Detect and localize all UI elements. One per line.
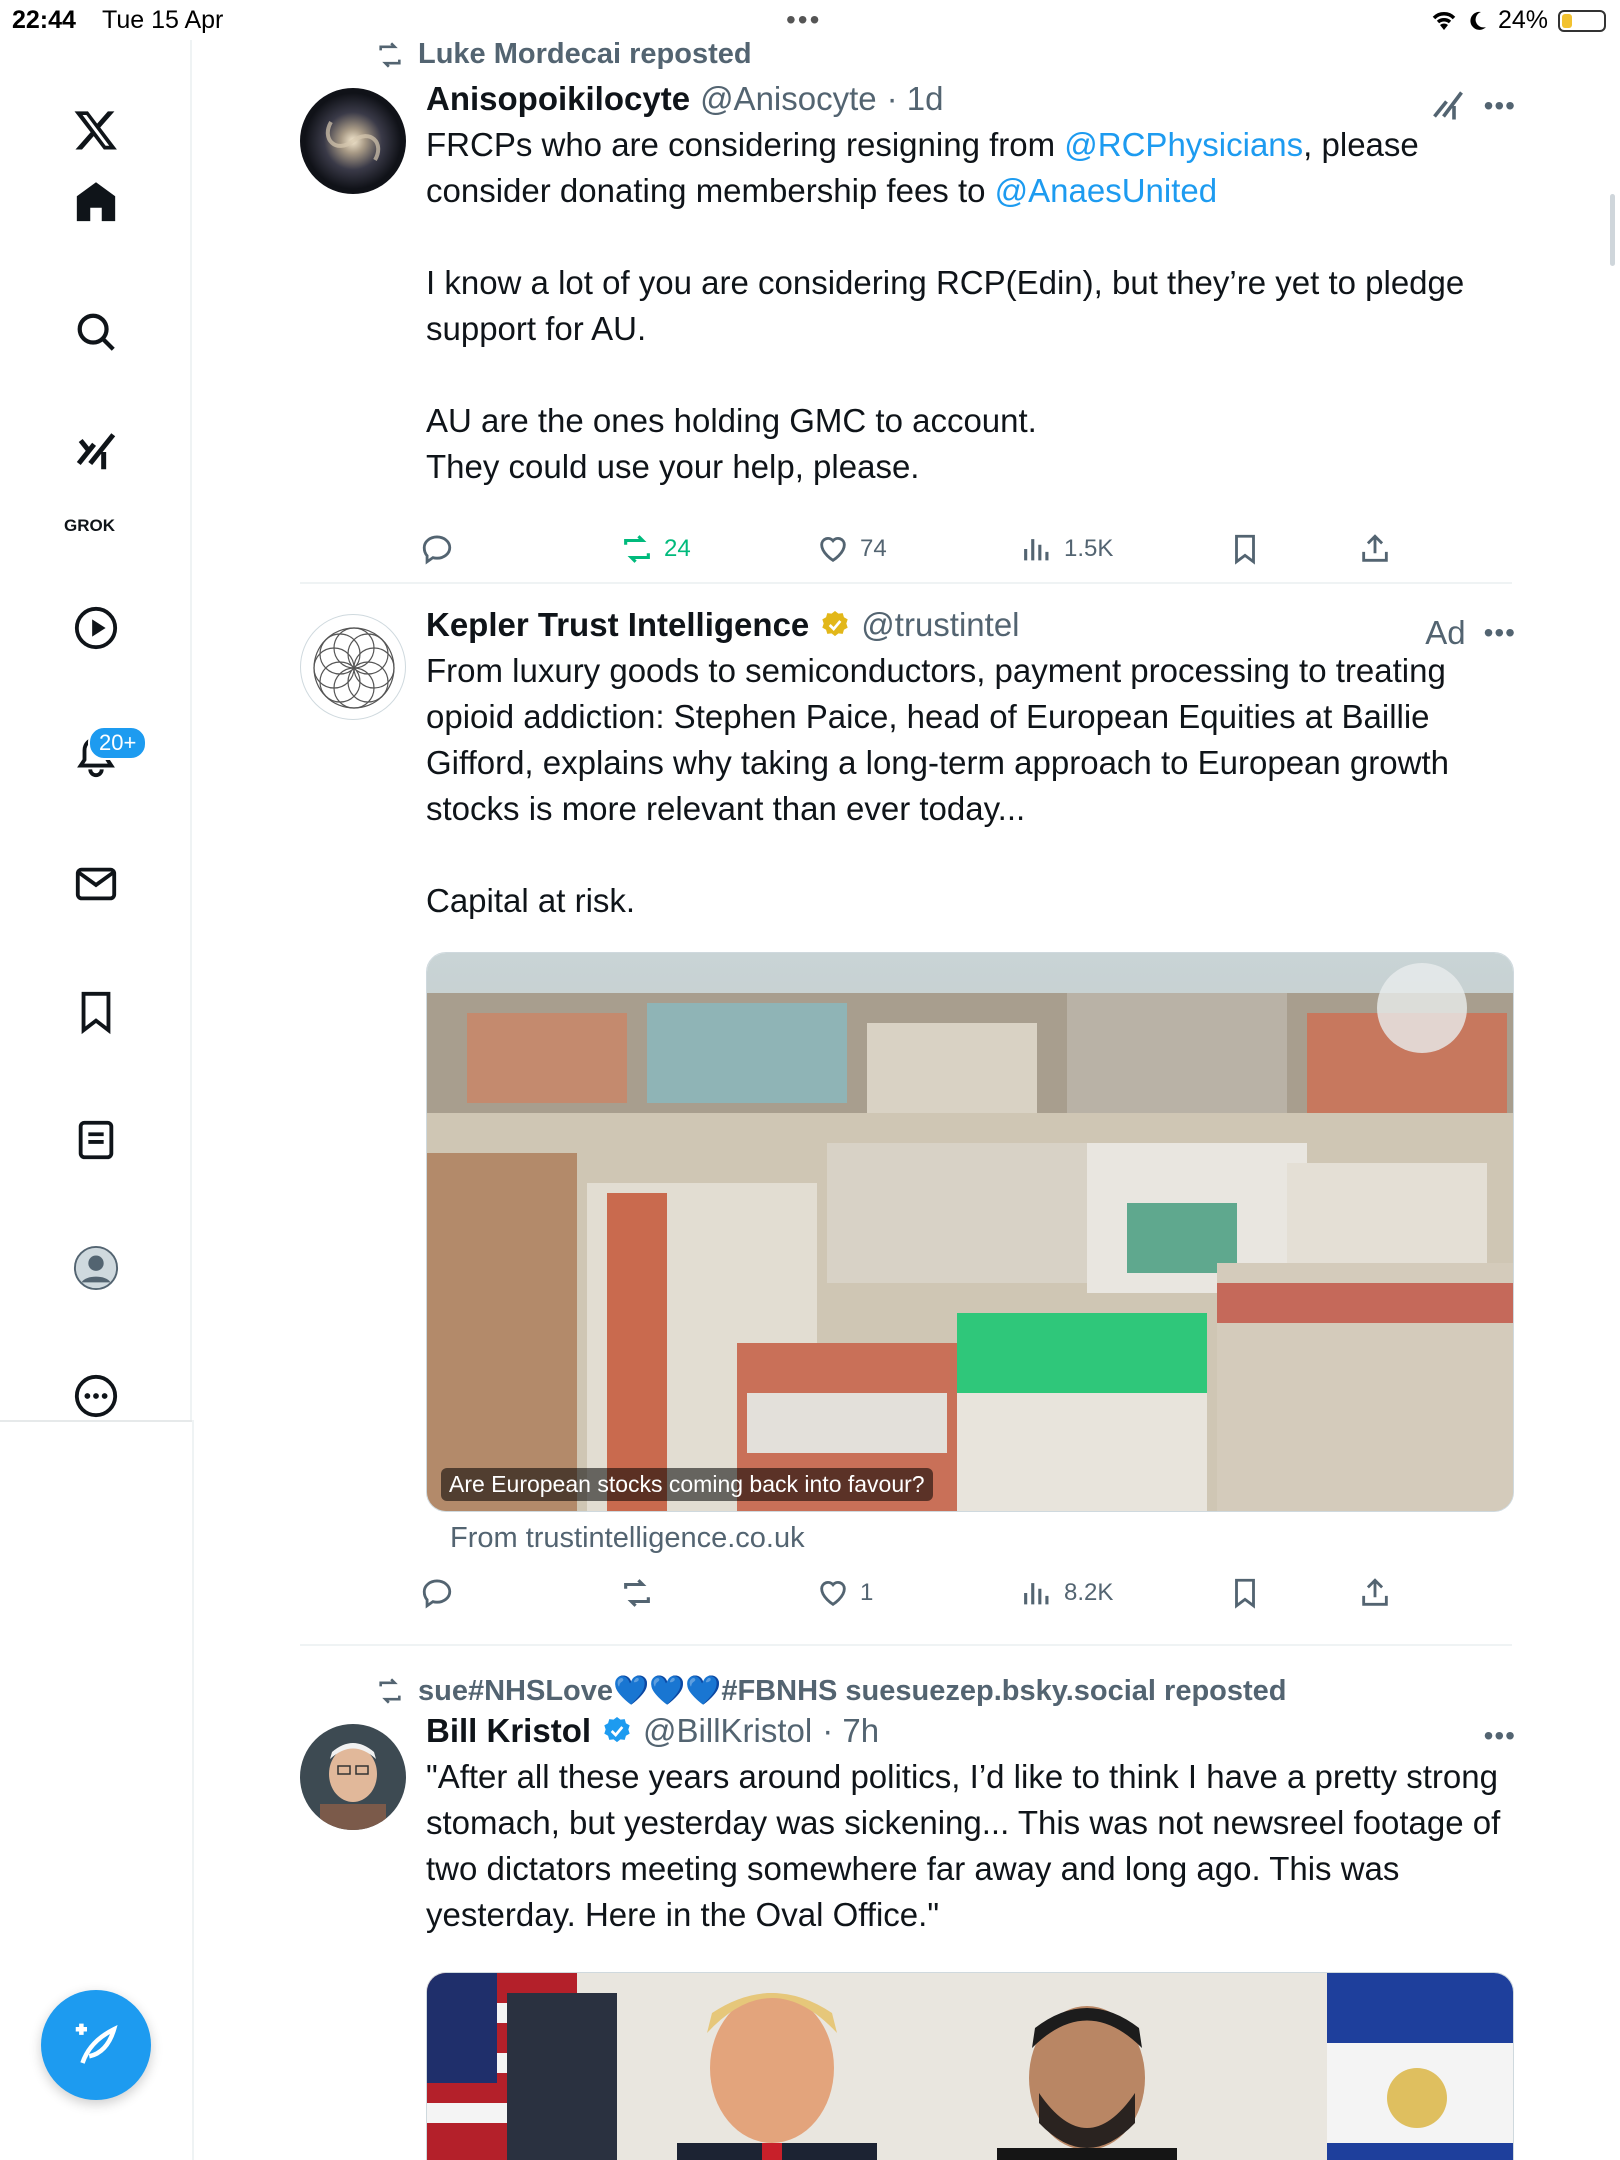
status-date: Tue 15 Apr	[102, 6, 224, 34]
paragraph: "After all these years around politics, I’d like to think I have a pretty strong stomach, but yesterday was sickening... This was not newsreel footage of two dictators meeting somewhere far away and long ago. This was yesterday. Here in the Oval Office."	[426, 1758, 1501, 1933]
like-button[interactable]	[816, 1576, 873, 1610]
home-icon[interactable]	[56, 162, 136, 242]
tweet-time[interactable]: · 1d	[886, 80, 944, 117]
share-icon	[1358, 1576, 1392, 1610]
repost-by-text[interactable]: sue#NHSLove💙💙💙#FBNHS suesuezep.bsky.social reposted	[418, 1675, 1287, 1707]
scrollbar[interactable]	[1610, 194, 1615, 266]
repost-icon	[374, 1677, 406, 1705]
views-chart-icon	[1020, 532, 1054, 566]
tweet-photo[interactable]	[426, 1972, 1514, 2160]
repost-icon	[620, 1576, 654, 1610]
oval-office-photo	[427, 1973, 1514, 2160]
tweet-header	[426, 80, 1516, 118]
more-options-icon[interactable]: •••	[1483, 617, 1516, 648]
more-options-icon[interactable]: •••	[1483, 1720, 1516, 1751]
text-segment: consider donating membership fees to	[426, 172, 995, 209]
lists-icon[interactable]	[56, 1100, 136, 1180]
compose-feather-icon	[69, 2018, 123, 2072]
search-icon[interactable]	[56, 292, 136, 372]
tweet-header	[426, 606, 1516, 644]
views-chart-icon	[1020, 1576, 1054, 1610]
tweet-actions	[420, 1576, 1420, 1620]
paragraph: Capital at risk.	[426, 882, 636, 919]
share-button[interactable]	[1358, 1576, 1392, 1610]
tweet-header	[426, 1712, 1516, 1750]
author-name[interactable]: Bill Kristol	[426, 1712, 592, 1749]
paragraph: From luxury goods to semiconductors, payment processing to treating opioid addiction: Stephen Paice, head of European Equities at Baillie Gifford, explains why taking a long-term approach to European growth stocks is more relevant than ever today...	[426, 652, 1449, 827]
author-handle[interactable]: @Anisocyte	[700, 80, 877, 117]
views-button[interactable]	[1020, 1576, 1113, 1610]
mention-link[interactable]: @RCPhysicians	[1064, 126, 1304, 163]
mention-link[interactable]: @AnaesUnited	[994, 172, 1218, 209]
avatar[interactable]	[300, 88, 406, 194]
author-handle[interactable]: @trustintel	[861, 606, 1020, 643]
battery-level	[1562, 14, 1572, 28]
repost-indicator	[374, 1674, 1287, 1708]
paragraph: AU are the ones holding GMC to account.	[426, 402, 1037, 439]
timeline-feed	[194, 0, 1514, 2160]
tweet-text	[426, 122, 1516, 490]
tweet-body	[426, 1712, 1516, 1938]
author-name[interactable]: Kepler Trust Intelligence	[426, 606, 810, 643]
reply-button[interactable]	[420, 532, 464, 566]
link-card-source[interactable]: From trustintelligence.co.uk	[450, 1522, 805, 1554]
share-icon	[1358, 532, 1392, 566]
avatar[interactable]	[300, 1724, 406, 1830]
avatar[interactable]	[300, 614, 406, 720]
like-count: 1	[860, 1579, 874, 1606]
battery-percent: 24%	[1497, 6, 1548, 34]
battery-icon	[1558, 10, 1606, 32]
status-time: 22:44	[12, 6, 76, 34]
bookmark-button[interactable]	[1228, 1576, 1262, 1610]
tweet[interactable]	[300, 34, 1516, 574]
tweet-text	[426, 1754, 1516, 1938]
tweet-text	[426, 648, 1516, 924]
heart-icon	[816, 1576, 850, 1610]
profile-avatar-icon[interactable]	[56, 1228, 136, 1308]
text-segment: FRCPs who are considering resigning from	[426, 126, 1065, 163]
tweet-header-right	[1484, 1720, 1516, 1752]
bookmark-button[interactable]	[1228, 532, 1262, 566]
reply-icon	[420, 1576, 454, 1610]
repost-by-text[interactable]: Luke Mordecai reposted	[418, 38, 752, 70]
repost-icon	[620, 532, 654, 566]
grok-label: GROK	[64, 516, 115, 535]
like-button[interactable]	[816, 532, 887, 566]
ad-label: Ad	[1425, 614, 1466, 651]
link-card-image[interactable]	[426, 952, 1514, 1512]
bookmark-icon	[1228, 532, 1262, 566]
link-card-caption[interactable]: Are European stocks coming back into favour?	[441, 1468, 933, 1501]
tweet-header-right	[1425, 614, 1516, 652]
reply-icon	[420, 532, 454, 566]
sidebar-divider	[0, 1420, 192, 1422]
tweet-divider	[300, 1644, 1512, 1646]
bookmarks-icon[interactable]	[56, 972, 136, 1052]
grok-explain-icon[interactable]	[1430, 88, 1466, 124]
verified-gold-badge-icon	[819, 609, 851, 641]
video-play-icon[interactable]	[56, 588, 136, 668]
city-rooftops-image	[427, 953, 1514, 1512]
watermark-logo	[1377, 963, 1467, 1053]
x-logo-icon[interactable]	[56, 90, 136, 170]
share-button[interactable]	[1358, 532, 1392, 566]
tweet-body	[426, 80, 1516, 490]
tweet-divider	[300, 582, 1512, 584]
repost-button[interactable]	[620, 532, 691, 566]
repost-icon	[374, 41, 406, 69]
more-options-icon[interactable]: •••	[1483, 90, 1516, 121]
tweet-time[interactable]: · 7h	[822, 1712, 880, 1749]
views-button[interactable]	[1020, 532, 1113, 566]
reply-button[interactable]	[420, 1576, 464, 1610]
paragraph: They could use your help, please.	[426, 448, 920, 485]
heart-icon	[816, 532, 850, 566]
compose-post-button[interactable]	[41, 1990, 151, 2100]
tweet[interactable]	[300, 1672, 1516, 2160]
paragraph: I know a lot of you are considering RCP(Edin), but they’re yet to pledge support for AU.	[426, 264, 1465, 347]
repost-indicator	[374, 38, 752, 71]
promoted-tweet[interactable]	[300, 604, 1516, 1640]
view-count: 8.2K	[1064, 1579, 1114, 1606]
tweet-header-right	[1430, 88, 1516, 124]
messages-envelope-icon[interactable]	[56, 844, 136, 924]
bookmark-icon	[1228, 1576, 1262, 1610]
author-handle[interactable]: @BillKristol	[643, 1712, 813, 1749]
repost-count: 24	[664, 535, 691, 562]
grok-icon[interactable]	[56, 412, 136, 492]
view-count: 1.5K	[1064, 535, 1114, 562]
sidebar	[0, 40, 192, 1420]
tweet-actions	[420, 532, 1420, 576]
repost-button[interactable]	[620, 1576, 664, 1610]
verified-blue-badge-icon	[601, 1715, 633, 1747]
multitask-dots-icon[interactable]: •••	[786, 4, 822, 35]
tweet-body	[426, 606, 1516, 924]
more-options-icon[interactable]	[56, 1356, 136, 1436]
notifications-badge: 20+	[88, 726, 147, 760]
like-count: 74	[860, 535, 887, 562]
text-segment: , please	[1303, 126, 1419, 163]
author-name[interactable]: Anisopoikilocyte	[426, 80, 691, 117]
